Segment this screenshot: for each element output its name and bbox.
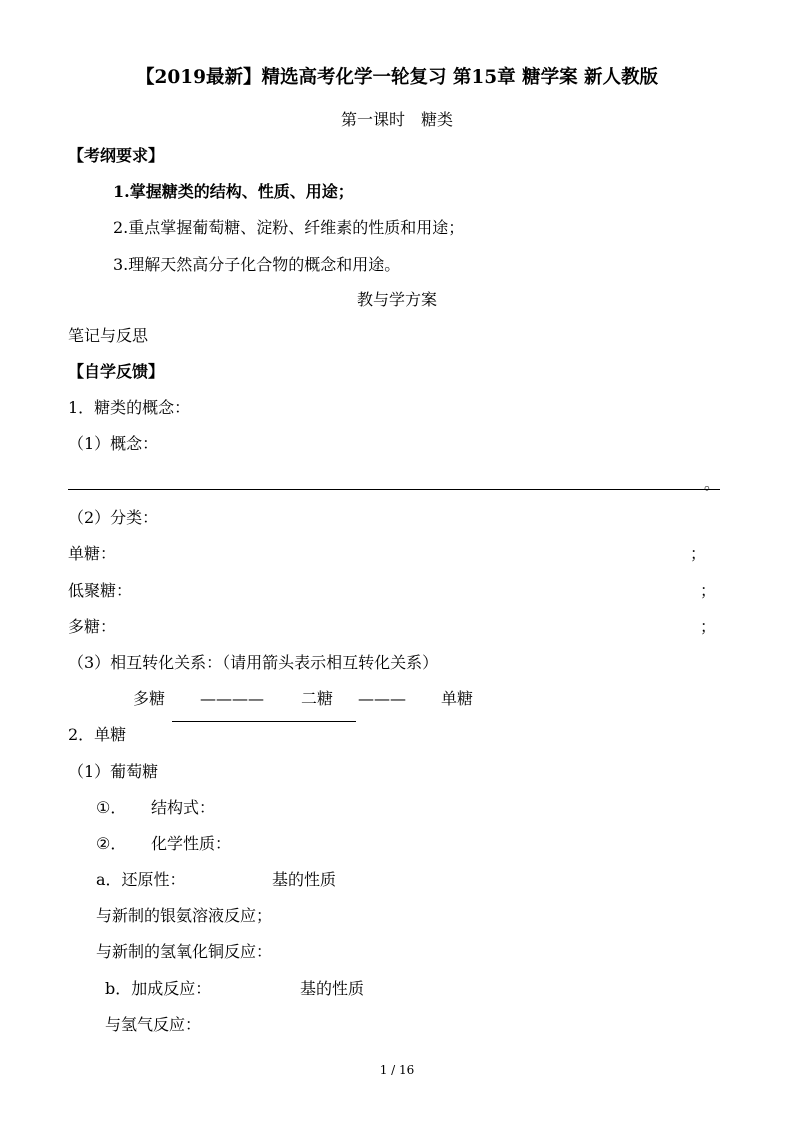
hydrogen-line: 与氢气反应： (105, 1015, 202, 1034)
chain-underline (172, 721, 356, 722)
reducing-label: a．还原性： (96, 870, 186, 889)
question-1-1: （1）概念： (68, 434, 159, 453)
chain-monosaccharide: 单糖 (441, 689, 474, 708)
monosaccharide-end: ； (690, 544, 707, 563)
point-2-number: ②． (96, 834, 127, 853)
plan-title: 教与学方案 (356, 290, 437, 309)
reducing-tail: 基的性质 (272, 870, 337, 889)
point-1-text: 结构式： (151, 798, 216, 817)
oligosaccharide-label: 低聚糖： (68, 581, 133, 600)
question-1: 1．糖类的概念： (68, 398, 191, 417)
self-study-heading: 【自学反馈】 (68, 362, 165, 381)
concept-end-mark: 。 (704, 474, 721, 493)
syllabus-item-2: 2.重点掌握葡萄糖、淀粉、纤维素的性质和用途； (113, 218, 465, 237)
syllabus-heading: 【考纲要求】 (68, 146, 165, 165)
chain-dash-1: ———— (200, 689, 264, 708)
chain-disaccharide: 二糖 (301, 689, 334, 708)
chain-dash-2: ——— (358, 689, 406, 708)
oligosaccharide-end: ； (700, 581, 717, 600)
document-title: 【2019最新】精选高考化学一轮复习 第15章 糖学案 新人教版 (135, 67, 659, 88)
question-1-3: （3）相互转化关系：（请用箭头表示相互转化关系） (68, 653, 439, 672)
concept-answer-line (68, 489, 720, 490)
silver-mirror-line: 与新制的银氨溶液反应； (96, 906, 273, 925)
notes-label: 笔记与反思 (68, 326, 149, 345)
chain-polysaccharide: 多糖 (133, 689, 166, 708)
syllabus-item-1: 1.掌握糖类的结构、性质、用途； (113, 182, 354, 201)
question-2-1: （1）葡萄糖 (68, 762, 159, 781)
point-1-number: ①． (96, 798, 127, 817)
addition-tail: 基的性质 (300, 979, 365, 998)
polysaccharide-label: 多糖： (68, 617, 117, 636)
page-number: 1 / 16 (379, 1063, 415, 1077)
point-2-text: 化学性质： (151, 834, 232, 853)
addition-label: b．加成反应： (105, 979, 212, 998)
question-2: 2．单糖 (68, 725, 127, 744)
monosaccharide-label: 单糖： (68, 544, 117, 563)
question-1-2: （2）分类： (68, 508, 159, 527)
polysaccharide-end: ； (700, 617, 717, 636)
syllabus-item-3: 3.理解天然高分子化合物的概念和用途。 (113, 255, 401, 274)
lesson-subtitle: 第一课时 糖类 (340, 110, 453, 129)
copper-hydroxide-line: 与新制的氢氧化铜反应： (96, 942, 273, 961)
